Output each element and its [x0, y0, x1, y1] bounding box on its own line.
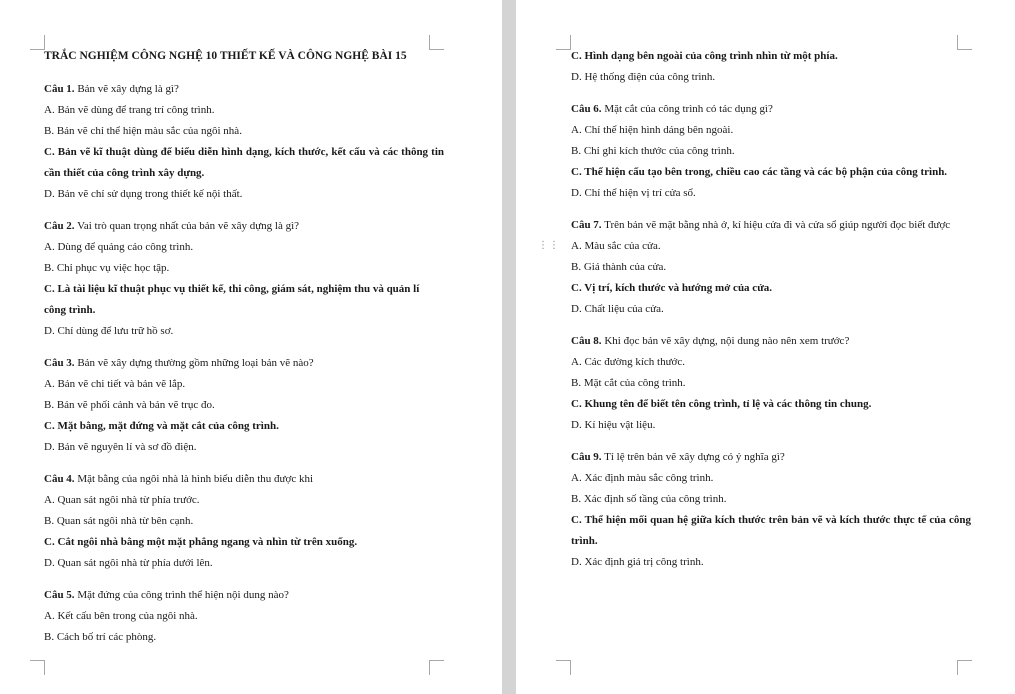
- question-text: Tỉ lệ trên bản vẽ xây dựng có ý nghĩa gì?: [601, 451, 785, 463]
- answer-7d[interactable]: D. Chất liệu của cửa.: [571, 303, 664, 315]
- question-7[interactable]: [571, 215, 956, 236]
- answer-8d[interactable]: D. Kí hiệu vật liệu.: [571, 419, 656, 431]
- answer-6a[interactable]: A. Chỉ thể hiện hình dáng bên ngoài.: [571, 124, 734, 136]
- question-number: Câu 5.: [44, 589, 75, 601]
- answer-4c-correct[interactable]: C. Cắt ngôi nhà bằng một mặt phẳng ngang và nhìn từ trên xuống.: [44, 536, 358, 548]
- page-right-content[interactable]: [571, 46, 971, 573]
- answer-7a[interactable]: A. Màu sắc của cửa.: [571, 240, 661, 252]
- margin-corner-bottom-right: [957, 660, 972, 675]
- answer-6b[interactable]: B. Chỉ ghi kích thước của công trình.: [571, 145, 735, 157]
- answer-7b[interactable]: B. Giá thành của cửa.: [571, 261, 667, 273]
- question-2[interactable]: [44, 216, 464, 237]
- question-6[interactable]: [571, 99, 971, 120]
- answer-1c-correct[interactable]: C. Bản vẽ kĩ thuật dùng để biểu diễn hình dạng, kích thước, kết cấu và các thông tin cần thiết của công trình xây dựng.: [44, 146, 444, 179]
- answer-3c-correct[interactable]: C. Mặt bằng, mặt đứng và mặt cắt của công trình.: [44, 420, 279, 432]
- question-text: Mặt cắt của công trình có tác dụng gì?: [601, 103, 773, 115]
- question-3[interactable]: [44, 353, 464, 374]
- answer-8b[interactable]: B. Mặt cắt của công trình.: [571, 377, 686, 389]
- document-title[interactable]: TRẮC NGHIỆM CÔNG NGHỆ 10 THIẾT KẾ VÀ CÔNG NGHỆ BÀI 15: [44, 50, 407, 62]
- answer-5c-correct[interactable]: C. Hình dạng bên ngoài của công trình nhìn từ một phía.: [571, 50, 838, 62]
- question-9[interactable]: [571, 447, 971, 468]
- question-text: Khi đọc bản vẽ xây dựng, nội dung nào nên xem trước?: [601, 335, 850, 347]
- margin-corner-top-left: [30, 35, 45, 50]
- question-5[interactable]: [44, 585, 464, 606]
- question-text: Mặt bằng của ngôi nhà là hình biểu diễn thu được khi: [74, 473, 314, 485]
- answer-5a[interactable]: A. Kết cấu bên trong của ngôi nhà.: [44, 610, 198, 622]
- question-text: Vai trò quan trọng nhất của bản vẽ xây dựng là gì?: [74, 220, 300, 232]
- question-text: Mặt đứng của công trình thể hiện nội dung nào?: [74, 589, 289, 601]
- answer-2c-correct[interactable]: C. Là tài liệu kĩ thuật phục vụ thiết kế, thi công, giám sát, nghiệm thu và quản lí công trình.: [44, 283, 420, 316]
- answer-1d[interactable]: D. Bản vẽ chỉ sử dụng trong thiết kế nội thất.: [44, 188, 243, 200]
- question-text: Bản vẽ xây dựng là gì?: [74, 83, 179, 95]
- answer-5b[interactable]: B. Cách bố trí các phòng.: [44, 631, 157, 643]
- answer-9d[interactable]: D. Xác định giá trị công trình.: [571, 556, 704, 568]
- question-number: Câu 1.: [44, 83, 75, 95]
- answer-2a[interactable]: A. Dùng để quảng cáo công trình.: [44, 241, 194, 253]
- question-number: Câu 7.: [571, 219, 602, 231]
- answer-1b[interactable]: B. Bản vẽ chỉ thể hiện màu sắc của ngôi nhà.: [44, 125, 242, 137]
- answer-2d[interactable]: D. Chỉ dùng để lưu trữ hồ sơ.: [44, 325, 174, 337]
- question-number: Câu 8.: [571, 335, 602, 347]
- page-gutter: [502, 0, 516, 694]
- answer-4a[interactable]: A. Quan sát ngôi nhà từ phía trước.: [44, 494, 200, 506]
- question-number: Câu 6.: [571, 103, 602, 115]
- answer-3a[interactable]: A. Bản vẽ chi tiết và bản vẽ lắp.: [44, 378, 186, 390]
- margin-corner-bottom-left: [556, 660, 571, 675]
- margin-corner-top-left: [556, 35, 571, 50]
- answer-6c-correct[interactable]: C. Thể hiện cấu tạo bên trong, chiều cao các tầng và các bộ phận của công trình.: [571, 166, 948, 178]
- answer-9b[interactable]: B. Xác định số tầng của công trình.: [571, 493, 727, 505]
- answer-8c-correct[interactable]: C. Khung tên để biết tên công trình, tỉ lệ và các thông tin chung.: [571, 398, 872, 410]
- answer-8a[interactable]: A. Các đường kích thước.: [571, 356, 685, 368]
- answer-9c-correct[interactable]: C. Thể hiện mối quan hệ giữa kích thước trên bản vẽ và kích thước thực tế của công trình.: [571, 514, 971, 547]
- question-number: Câu 9.: [571, 451, 602, 463]
- document-page-right[interactable]: [516, 0, 1015, 694]
- question-4[interactable]: [44, 469, 464, 490]
- question-8[interactable]: [571, 331, 971, 352]
- question-number: Câu 4.: [44, 473, 75, 485]
- page-left-content[interactable]: [44, 46, 464, 648]
- margin-corner-bottom-left: [30, 660, 45, 675]
- answer-2b[interactable]: B. Chỉ phục vụ việc học tập.: [44, 262, 170, 274]
- answer-5d[interactable]: D. Hệ thống điện của công trình.: [571, 71, 716, 83]
- question-number: Câu 3.: [44, 357, 75, 369]
- question-number: Câu 2.: [44, 220, 75, 232]
- question-text: Bản vẽ xây dựng thường gồm những loại bản vẽ nào?: [74, 357, 314, 369]
- answer-4d[interactable]: D. Quan sát ngôi nhà từ phía dưới lên.: [44, 557, 213, 569]
- margin-corner-bottom-right: [429, 660, 444, 675]
- answer-9a[interactable]: A. Xác định màu sắc công trình.: [571, 472, 714, 484]
- drag-handle-icon[interactable]: ⋮⋮: [538, 240, 560, 251]
- document-page-left[interactable]: [0, 0, 502, 694]
- answer-7c-correct[interactable]: C. Vị trí, kích thước và hướng mở của cửa.: [571, 282, 773, 294]
- answer-6d[interactable]: D. Chỉ thể hiện vị trí cửa sổ.: [571, 187, 696, 199]
- answer-4b[interactable]: B. Quan sát ngôi nhà từ bên cạnh.: [44, 515, 194, 527]
- answer-3d[interactable]: D. Bản vẽ nguyên lí và sơ đồ điện.: [44, 441, 197, 453]
- question-text: Trên bản vẽ mặt bằng nhà ở, kí hiệu cửa đi và cửa sổ giúp người đọc biết được: [601, 219, 951, 231]
- answer-1a[interactable]: A. Bản vẽ dùng để trang trí công trình.: [44, 104, 215, 116]
- question-1[interactable]: [44, 79, 464, 100]
- answer-3b[interactable]: B. Bản vẽ phối cảnh và bản vẽ trục đo.: [44, 399, 215, 411]
